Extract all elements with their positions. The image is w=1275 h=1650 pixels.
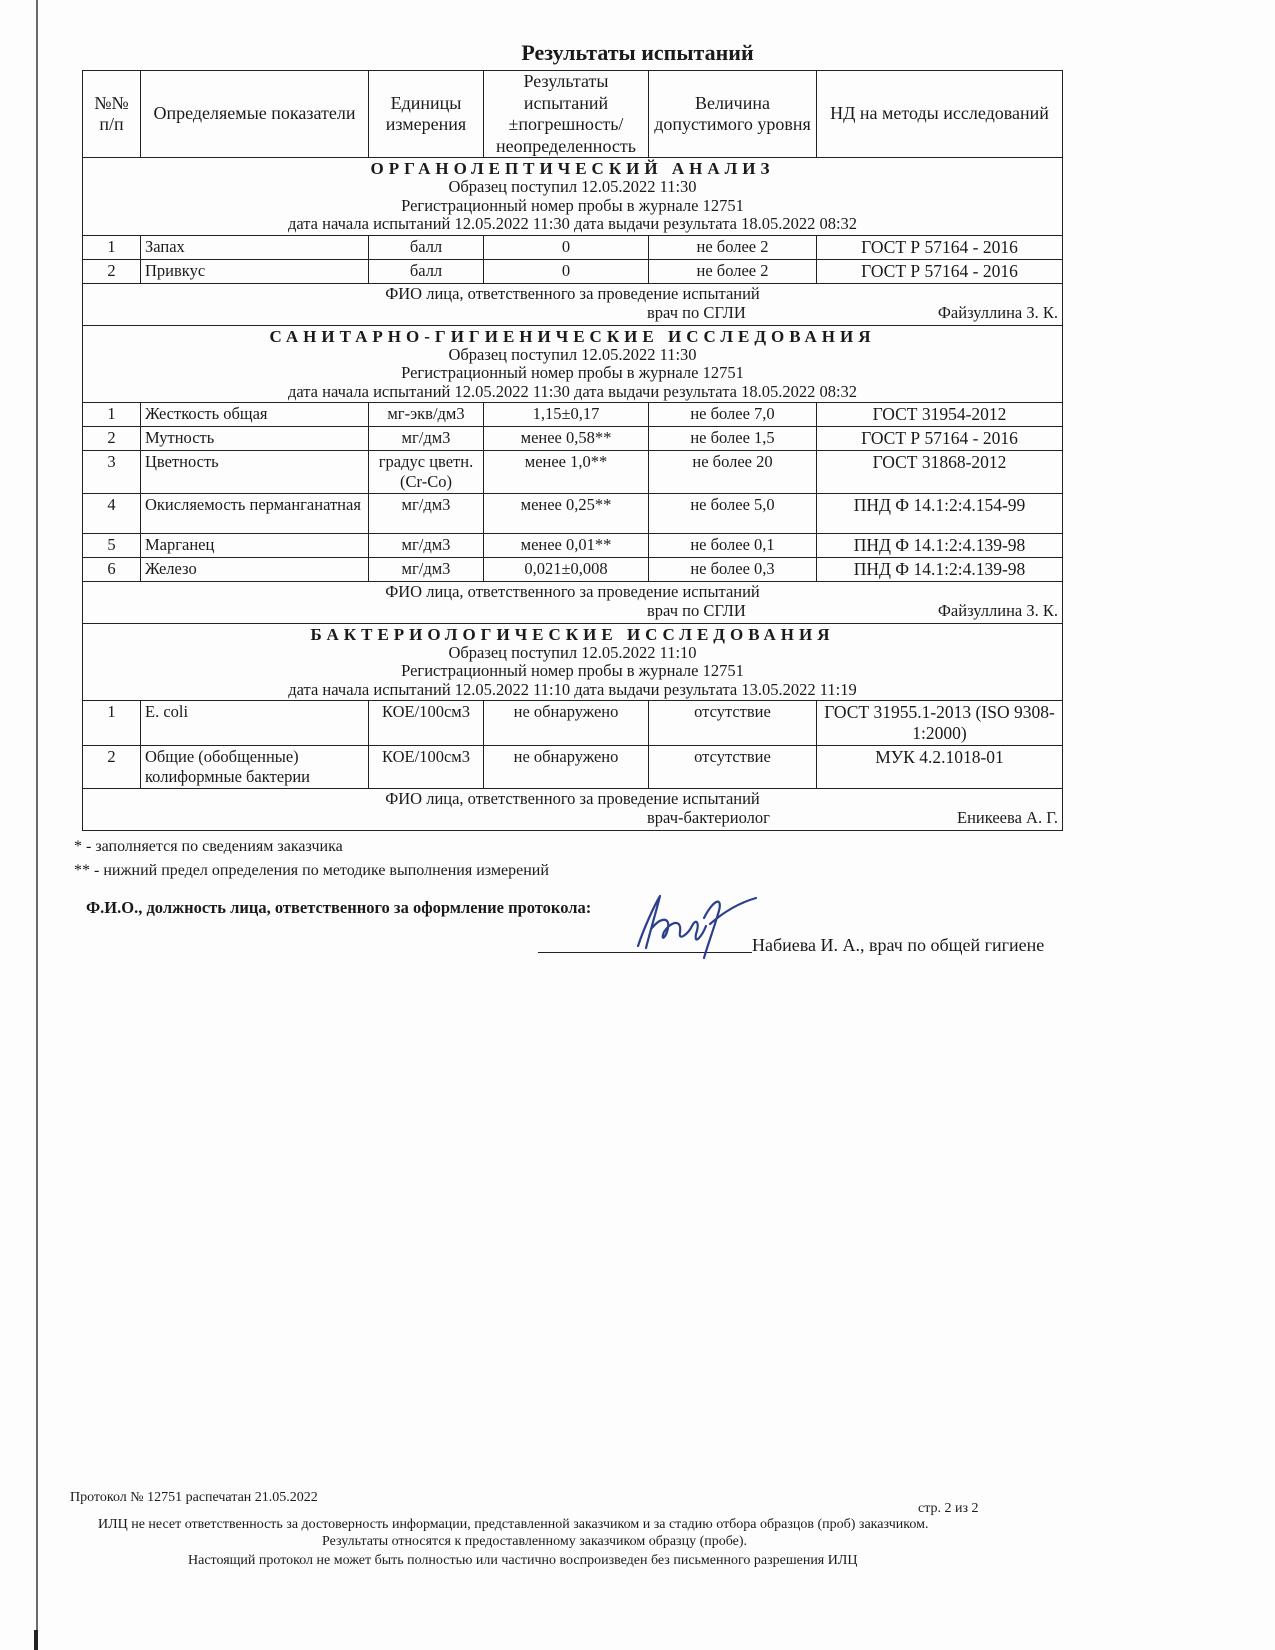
section-header-row	[83, 325, 1063, 402]
row-limit: не более 20	[649, 451, 817, 494]
row-number: 1	[83, 701, 141, 746]
responsible-row	[83, 283, 1063, 325]
table-row	[83, 557, 1063, 581]
table-header-row	[83, 71, 1063, 158]
section-header	[83, 325, 1063, 402]
table-row	[83, 235, 1063, 259]
protocol-author-name: Набиева И. А., врач по общей гигиене	[752, 935, 1045, 955]
row-number: 2	[83, 259, 141, 283]
scan-edge-line	[36, 0, 38, 1650]
table-row	[83, 533, 1063, 557]
responsible-name: Файзуллина З. К.	[937, 302, 1058, 322]
table-body	[83, 158, 1063, 830]
footer-page-number: стр. 2 из 2	[918, 1501, 979, 1516]
header-param: Определяемые показатели	[141, 71, 369, 158]
responsible-name: Еникеева А. Г.	[957, 807, 1058, 827]
scan-edge-mark	[34, 1630, 38, 1650]
row-result: менее 0,58**	[484, 427, 649, 451]
footer-disclaimer-2: Результаты относятся к предоставленному заказчиком образцу (пробе).	[322, 1534, 748, 1549]
row-number: 6	[83, 557, 141, 581]
row-unit: балл	[369, 259, 484, 283]
row-result: менее 0,01**	[484, 533, 649, 557]
row-parameter: Привкус	[141, 259, 369, 283]
row-limit: не более 0,1	[649, 533, 817, 557]
row-method: ГОСТ Р 57164 - 2016	[817, 235, 1063, 259]
row-method: ГОСТ 31868-2012	[817, 451, 1063, 494]
row-limit: отсутствие	[649, 746, 817, 789]
row-limit: не более 2	[649, 259, 817, 283]
row-limit: не более 5,0	[649, 493, 817, 533]
responsible-position: врач по СГЛИ	[647, 600, 746, 620]
registration-number: Регистрационный номер пробы в журнале 12751	[401, 195, 744, 215]
row-unit: мг/дм3	[369, 557, 484, 581]
table-row	[83, 259, 1063, 283]
test-dates: дата начала испытаний 12.05.2022 11:10 дата выдачи результата 13.05.2022 11:19	[288, 679, 857, 699]
header-method: НД на методы исследований	[817, 71, 1063, 158]
section-title: БАКТЕРИОЛОГИЧЕСКИЕ ИССЛЕДОВАНИЯ	[310, 624, 835, 644]
protocol-author-label: Ф.И.О., должность лица, ответственного за оформление протокола:	[86, 898, 592, 917]
row-method: ГОСТ 31955.1-2013 (ISO 9308-1:2000)	[817, 701, 1063, 746]
row-result: менее 1,0**	[484, 451, 649, 494]
section-header-row	[83, 158, 1063, 235]
row-number: 3	[83, 451, 141, 494]
row-result: не обнаружено	[484, 746, 649, 789]
row-parameter: E. coli	[141, 701, 369, 746]
row-unit: мг/дм3	[369, 533, 484, 557]
responsible-row	[83, 581, 1063, 623]
responsible-label: ФИО лица, ответственного за проведение испытаний	[385, 788, 760, 808]
row-method: ПНД Ф 14.1:2:4.139-98	[817, 557, 1063, 581]
table-row	[83, 701, 1063, 746]
row-limit: отсутствие	[649, 701, 817, 746]
footnote-customer-info: * - заполняется по сведениям заказчика	[74, 838, 343, 855]
row-parameter: Марганец	[141, 533, 369, 557]
header-result: Результаты испытаний ±погрешность/ неопределенность	[484, 71, 649, 158]
row-result: 0	[484, 235, 649, 259]
row-parameter: Окисляемость перманганатная	[141, 493, 369, 533]
test-dates: дата начала испытаний 12.05.2022 11:30 дата выдачи результата 18.05.2022 08:32	[287, 381, 858, 401]
row-result: 1,15±0,17	[484, 403, 649, 427]
row-method: МУК 4.2.1018-01	[817, 746, 1063, 789]
row-parameter: Железо	[141, 557, 369, 581]
responsible-line	[87, 809, 1058, 829]
row-number: 5	[83, 533, 141, 557]
responsible-label: ФИО лица, ответственного за проведение испытаний	[385, 283, 760, 303]
row-method: ГОСТ Р 57164 - 2016	[817, 259, 1063, 283]
section-header-row	[83, 623, 1063, 700]
row-method: ГОСТ Р 57164 - 2016	[817, 427, 1063, 451]
responsible-position: врач по СГЛИ	[647, 302, 746, 322]
row-limit: не более 2	[649, 235, 817, 259]
footer-protocol-number: Протокол № 12751 распечатан 21.05.2022	[70, 1490, 318, 1505]
row-number: 2	[83, 746, 141, 789]
table-row	[83, 746, 1063, 789]
responsible-cell	[83, 788, 1063, 830]
row-limit: не более 7,0	[649, 403, 817, 427]
table-row	[83, 493, 1063, 533]
row-method: ГОСТ 31954-2012	[817, 403, 1063, 427]
row-method: ПНД Ф 14.1:2:4.139-98	[817, 533, 1063, 557]
row-method: ПНД Ф 14.1:2:4.154-99	[817, 493, 1063, 533]
row-unit: мг/дм3	[369, 493, 484, 533]
row-parameter: Запах	[141, 235, 369, 259]
header-limit: Величина допустимого уровня	[649, 71, 817, 158]
footer-disclaimer-3: Настоящий протокол не может быть полностью или частично воспроизведен без письменного разрешения ИЛЦ	[188, 1553, 858, 1568]
row-unit: градус цветн.(Cr-Co)	[369, 451, 484, 494]
table-row	[83, 403, 1063, 427]
row-parameter: Мутность	[141, 427, 369, 451]
section-title: ОРГАНОЛЕПТИЧЕСКИЙ АНАЛИЗ	[370, 159, 775, 179]
results-table	[82, 70, 1063, 831]
sample-received: Образец поступил 12.05.2022 11:30	[448, 344, 697, 364]
responsible-position: врач-бактериолог	[647, 807, 770, 827]
row-result: 0	[484, 259, 649, 283]
row-parameter: Общие (обобщенные) колиформные бактерии	[141, 746, 369, 789]
row-unit: КОЕ/100см3	[369, 746, 484, 789]
section-title: САНИТАРНО-ГИГИЕНИЧЕСКИЕ ИССЛЕДОВАНИЯ	[269, 326, 876, 346]
sample-received: Образец поступил 12.05.2022 11:30	[448, 177, 697, 197]
registration-number: Регистрационный номер пробы в журнале 12751	[401, 661, 744, 681]
row-number: 2	[83, 427, 141, 451]
signature-image	[630, 888, 760, 960]
test-dates: дата начала испытаний 12.05.2022 11:30 дата выдачи результата 18.05.2022 08:32	[287, 214, 858, 234]
row-parameter: Жесткость общая	[141, 403, 369, 427]
row-parameter: Цветность	[141, 451, 369, 494]
responsible-cell	[83, 581, 1063, 623]
header-unit: Единицы измерения	[369, 71, 484, 158]
responsible-name: Файзуллина З. К.	[937, 600, 1058, 620]
section-header	[83, 623, 1063, 700]
responsible-row	[83, 788, 1063, 830]
row-unit: мг-экв/дм3	[369, 403, 484, 427]
row-result: менее 0,25**	[484, 493, 649, 533]
section-header	[83, 158, 1063, 235]
row-limit: не более 1,5	[649, 427, 817, 451]
responsible-line	[87, 304, 1058, 324]
row-unit: мг/дм3	[369, 427, 484, 451]
footer-disclaimer-1: ИЛЦ не несет ответственность за достоверность информации, представленной заказчиком и за стадию отбора образцов (проб) заказчиком.	[98, 1517, 929, 1532]
footnote-detection-limit: ** - нижний предел определения по методике выполнения измерений	[74, 862, 549, 879]
table-row	[83, 451, 1063, 494]
registration-number: Регистрационный номер пробы в журнале 12751	[401, 363, 744, 383]
row-number: 1	[83, 235, 141, 259]
responsible-line	[87, 602, 1058, 622]
responsible-cell	[83, 283, 1063, 325]
document-title: Результаты испытаний	[521, 40, 754, 65]
row-result: 0,021±0,008	[484, 557, 649, 581]
table-row	[83, 427, 1063, 451]
row-number: 1	[83, 403, 141, 427]
row-result: не обнаружено	[484, 701, 649, 746]
sample-received: Образец поступил 12.05.2022 11:10	[448, 642, 697, 662]
row-unit: балл	[369, 235, 484, 259]
responsible-label: ФИО лица, ответственного за проведение испытаний	[385, 581, 760, 601]
row-number: 4	[83, 493, 141, 533]
row-limit: не более 0,3	[649, 557, 817, 581]
header-num: №№ п/п	[83, 71, 141, 158]
row-unit: КОЕ/100см3	[369, 701, 484, 746]
